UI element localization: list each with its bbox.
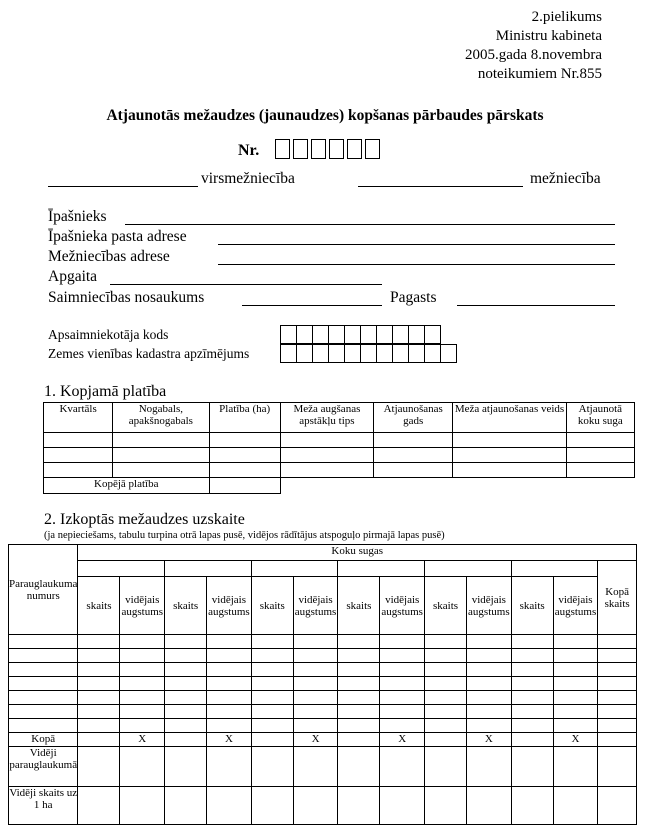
table-row[interactable]	[9, 719, 637, 733]
table-row[interactable]	[9, 691, 637, 705]
count-header: skaits	[251, 577, 293, 635]
district-field[interactable]	[110, 284, 382, 285]
x-mark: X	[293, 733, 338, 747]
col-area: Platība (ha)	[209, 403, 280, 433]
section1-title: 1. Kopjamā platība	[44, 383, 167, 400]
table-row[interactable]	[9, 649, 637, 663]
chief-forestry-field[interactable]	[48, 186, 198, 187]
chief-forestry-label: virsmežniecība	[201, 170, 295, 187]
table-row[interactable]	[44, 433, 635, 448]
height-header: vidējais augstums	[467, 577, 512, 635]
district-label: Apgaita	[48, 268, 98, 285]
average-row-label: Vidēji parauglaukumā	[9, 747, 78, 787]
x-mark: X	[120, 733, 165, 747]
col-regen-year: Atjaunošanas gads	[374, 403, 453, 433]
col-species: Atjaunotā koku suga	[566, 403, 634, 433]
section2-title: 2. Izkoptās mežaudzes uzskaite	[44, 511, 245, 528]
section2-table	[8, 544, 637, 825]
owner-field[interactable]	[125, 224, 615, 225]
x-mark: X	[380, 733, 425, 747]
table-row[interactable]	[9, 635, 637, 649]
appendix-line-2: Ministru kabineta	[495, 28, 602, 44]
table-row[interactable]	[9, 705, 637, 719]
appendix-line-4: noteikumiem Nr.855	[477, 66, 602, 82]
owner-address-label: Īpašnieka pasta adrese	[48, 228, 187, 245]
farm-name-label: Saimniecības nosaukums	[48, 289, 205, 306]
total-area-value[interactable]	[209, 478, 280, 494]
col-regen-method: Meža atjaunošanas veids	[453, 403, 566, 433]
document-title: Atjaunotās mežaudzes (jaunaudzes) kopšanas pārbaudes pārskats	[106, 107, 544, 124]
count-header: skaits	[78, 577, 120, 635]
height-header: vidējais augstums	[120, 577, 165, 635]
cadastre-boxes[interactable]	[280, 344, 456, 363]
count-header: skaits	[165, 577, 207, 635]
table-row[interactable]	[44, 448, 635, 463]
owner-label: Īpašnieks	[48, 208, 107, 225]
table-row[interactable]	[44, 463, 635, 478]
appendix-line-3: 2005.gada 8.novembra	[464, 47, 602, 63]
x-mark: X	[207, 733, 252, 747]
height-header: vidējais augstums	[293, 577, 338, 635]
forestry-address-field[interactable]	[218, 264, 615, 265]
total-count-header: Kopā skaits	[598, 561, 637, 635]
height-header: vidējais augstums	[207, 577, 252, 635]
nr-label: Nr.	[238, 142, 260, 159]
cadastre-label: Zemes vienības kadastra apzīmējums	[48, 346, 250, 361]
section2-note: (ja nepieciešams, tabulu turpina otrā lapas pusē, vidējos rādītājus atspoguļo pirmajā lapas pusē)	[44, 530, 445, 541]
total-row	[9, 733, 637, 747]
manager-code-label: Apsaimniekotāja kods	[48, 327, 169, 342]
farm-name-field[interactable]	[242, 305, 382, 306]
x-mark: X	[467, 733, 512, 747]
height-header: vidējais augstums	[380, 577, 425, 635]
species-header: Koku sugas	[78, 545, 637, 561]
col-quarter: Kvartāls	[44, 403, 113, 433]
parish-field[interactable]	[457, 305, 615, 306]
forestry-address-label: Mežniecības adrese	[48, 248, 170, 265]
total-area-label: Kopējā platība	[44, 478, 210, 494]
forestry-label: mežniecība	[530, 170, 601, 187]
appendix-line-1: 2.pielikums	[531, 9, 602, 25]
table-row[interactable]	[9, 677, 637, 691]
count-header: skaits	[338, 577, 380, 635]
plot-number-header: Parauglaukuma numurs	[9, 545, 78, 635]
parish-label: Pagasts	[390, 289, 437, 306]
total-row-label: Kopā	[9, 733, 78, 747]
per-ha-row-label: Vidēji skaits uz 1 ha	[9, 787, 78, 825]
col-compartment: Nogabals, apakšnogabals	[113, 403, 209, 433]
per-ha-row	[9, 787, 637, 825]
nr-boxes[interactable]	[275, 139, 383, 159]
col-site-type: Meža augšanas apstākļu tips	[280, 403, 373, 433]
count-header: skaits	[425, 577, 467, 635]
section1-table	[43, 402, 635, 494]
average-row	[9, 747, 637, 787]
owner-address-field[interactable]	[218, 244, 615, 245]
appendix-header	[465, 8, 602, 84]
x-mark: X	[553, 733, 598, 747]
height-header: vidējais augstums	[553, 577, 598, 635]
manager-code-boxes[interactable]	[280, 325, 440, 344]
count-header: skaits	[511, 577, 553, 635]
table-row[interactable]	[9, 663, 637, 677]
forestry-field[interactable]	[358, 186, 523, 187]
